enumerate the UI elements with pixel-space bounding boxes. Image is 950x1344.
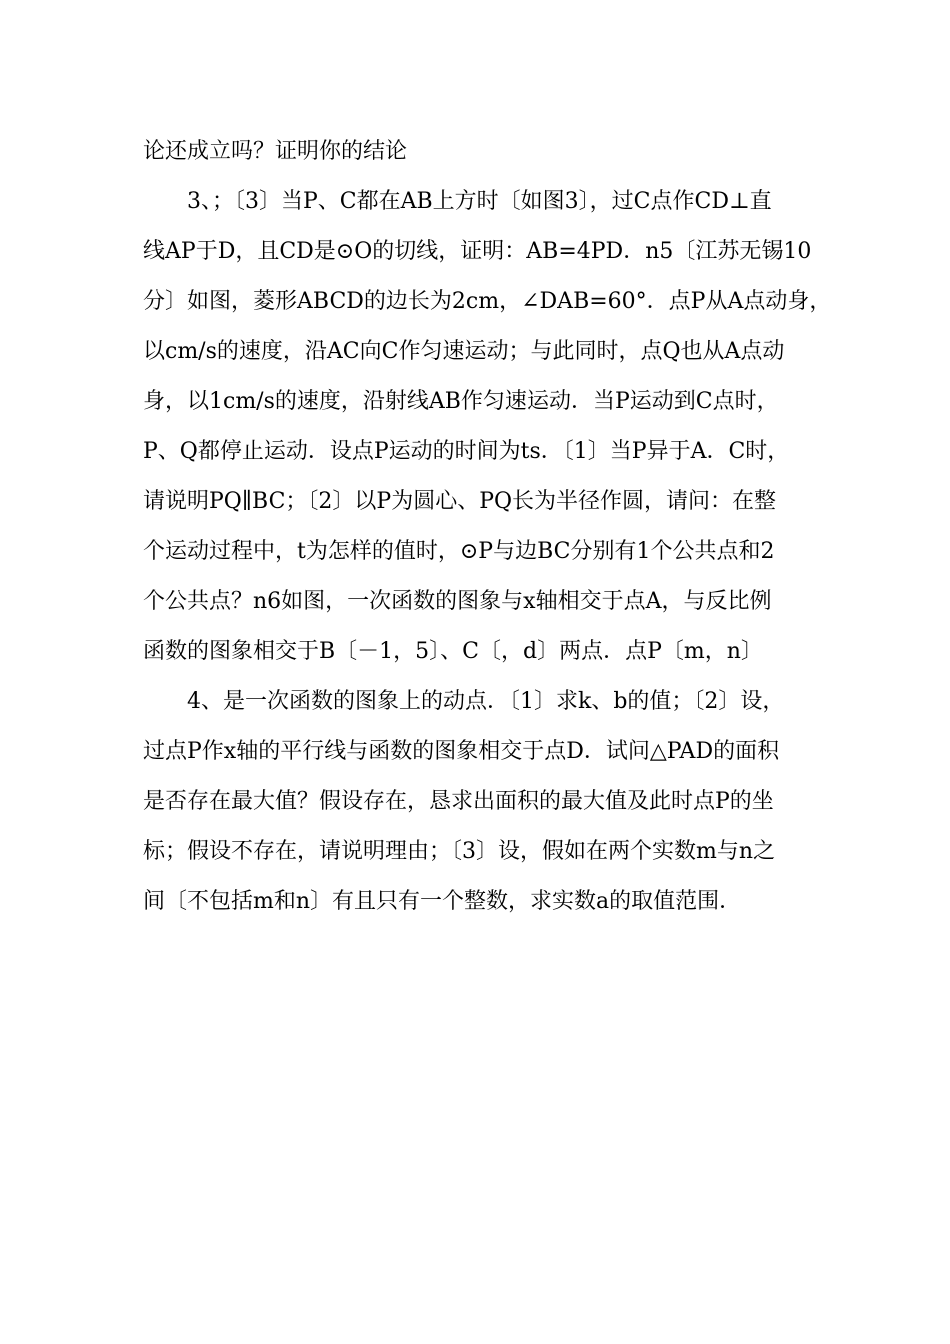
text-line: 论还成立吗？证明你的结论 xyxy=(143,139,408,164)
text-line: 标；假设不存在，请说明理由；〔3〕设，假如在两个实数m与n之 xyxy=(143,839,776,864)
document-body xyxy=(143,131,832,931)
text-line: 请说明PQ∥BC；〔2〕以P为圆心、PQ长为半径作圆，请问：在整 xyxy=(143,489,777,514)
text-line: 3、；〔3〕当P、C都在AB上方时〔如图3〕，过C点作CD⊥直 xyxy=(187,189,772,214)
text-line: 过点P作x轴的平行线与函数的图象相交于点D．试问△PAD的面积 xyxy=(143,739,780,764)
text-line: 间〔不包括m和n〕有且只有一个整数，求实数a的取值范围． xyxy=(143,889,742,914)
text-line: 线AP于D，且CD是⊙O的切线，证明：AB=4PD．n5〔江苏无锡10 xyxy=(143,239,812,264)
text-line: P、Q都停止运动．设点P运动的时间为ts．〔1〕当P异于A．C时， xyxy=(143,439,790,464)
text-line: 以cm/s的速度，沿AC向C作匀速运动；与此同时，点Q也从A点动 xyxy=(143,339,785,364)
text-line: 个公共点？n6如图，一次函数的图象与x轴相交于点A，与反比例 xyxy=(143,589,772,614)
text-line: 分〕如图，菱形ABCD的边长为2cm，∠DAB=60°．点P从A点动身， xyxy=(143,289,832,314)
text-line: 是否存在最大值？假设存在，恳求出面积的最大值及此时点P的坐 xyxy=(143,789,774,814)
text-line: 4、是一次函数的图象上的动点．〔1〕求k、b的值；〔2〕设， xyxy=(187,689,785,714)
text-line: 个运动过程中，t为怎样的值时，⊙P与边BC分别有1个公共点和2 xyxy=(143,539,775,564)
text-line: 函数的图象相交于B〔－1，5〕、C〔，d〕两点．点P〔m，n〕 xyxy=(143,639,763,664)
text-line: 身，以1cm/s的速度，沿射线AB作匀速运动．当P运动到C点时， xyxy=(143,389,779,414)
